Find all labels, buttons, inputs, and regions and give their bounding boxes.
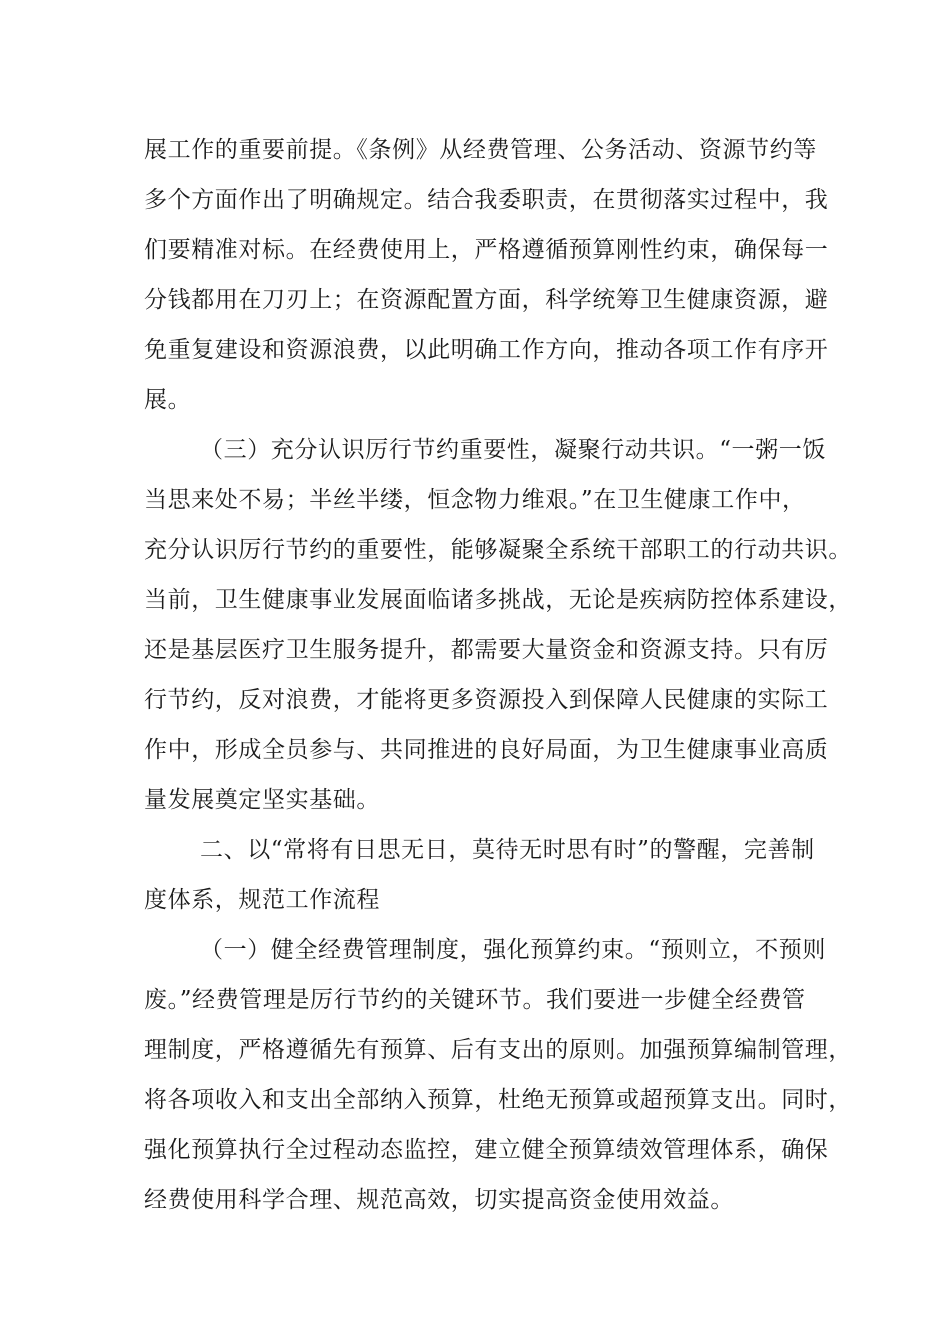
text-line: 强化预算执行全过程动态监控，建立健全预算绩效管理体系，确保 <box>144 1137 829 1163</box>
paragraph-heading: （三）充分认识厉行节约重要性，凝聚行动共识。“一粥一饭 <box>200 437 826 463</box>
text-line: 量发展奠定坚实基础。 <box>144 787 380 813</box>
text-line: 免重复建设和资源浪费，以此明确工作方向，推动各项工作有序开 <box>144 337 829 363</box>
text-line: 充分认识厉行节约的重要性，能够凝聚全系统干部职工的行动共识。 <box>144 537 852 563</box>
text-line: 分钱都用在刀刃上；在资源配置方面，科学统筹卫生健康资源，避 <box>144 287 829 313</box>
text-line: 作中，形成全员参与、共同推进的良好局面，为卫生健康事业高质 <box>144 737 829 763</box>
text-line: 理制度，严格遵循先有预算、后有支出的原则。加强预算编制管理， <box>144 1037 852 1063</box>
text-line: 展工作的重要前提。《条例》从经费管理、公务活动、资源节约等 <box>144 137 817 163</box>
text-line: 展。 <box>144 387 192 413</box>
text-line: 还是基层医疗卫生服务提升，都需要大量资金和资源支持。只有厉 <box>144 637 829 663</box>
text-line: 行节约，反对浪费，才能将更多资源投入到保障人民健康的实际工 <box>144 687 829 713</box>
text-line: 经费使用科学合理、规范高效，切实提高资金使用效益。 <box>144 1187 734 1213</box>
text-line: 当前，卫生健康事业发展面临诸多挑战，无论是疾病防控体系建设， <box>144 587 852 613</box>
text-line: 多个方面作出了明确规定。结合我委职责，在贯彻落实过程中，我 <box>144 187 829 213</box>
text-line: 将各项收入和支出全部纳入预算，杜绝无预算或超预算支出。同时， <box>144 1087 852 1113</box>
text-line: 废。”经费管理是厉行节约的关键环节。我们要进一步健全经费管 <box>144 987 806 1013</box>
text-line: 们要精准对标。在经费使用上，严格遵循预算刚性约束，确保每一 <box>144 237 829 263</box>
paragraph-heading: （一）健全经费管理制度，强化预算约束。“预则立，不预则 <box>200 937 826 963</box>
section-heading: 二、以“常将有日思无日，莫待无时思有时”的警醒，完善制 <box>200 837 815 863</box>
section-heading-continued: 度体系，规范工作流程 <box>144 887 380 913</box>
text-line: 当思来处不易；半丝半缕，恒念物力维艰。”在卫生健康工作中， <box>144 487 806 513</box>
